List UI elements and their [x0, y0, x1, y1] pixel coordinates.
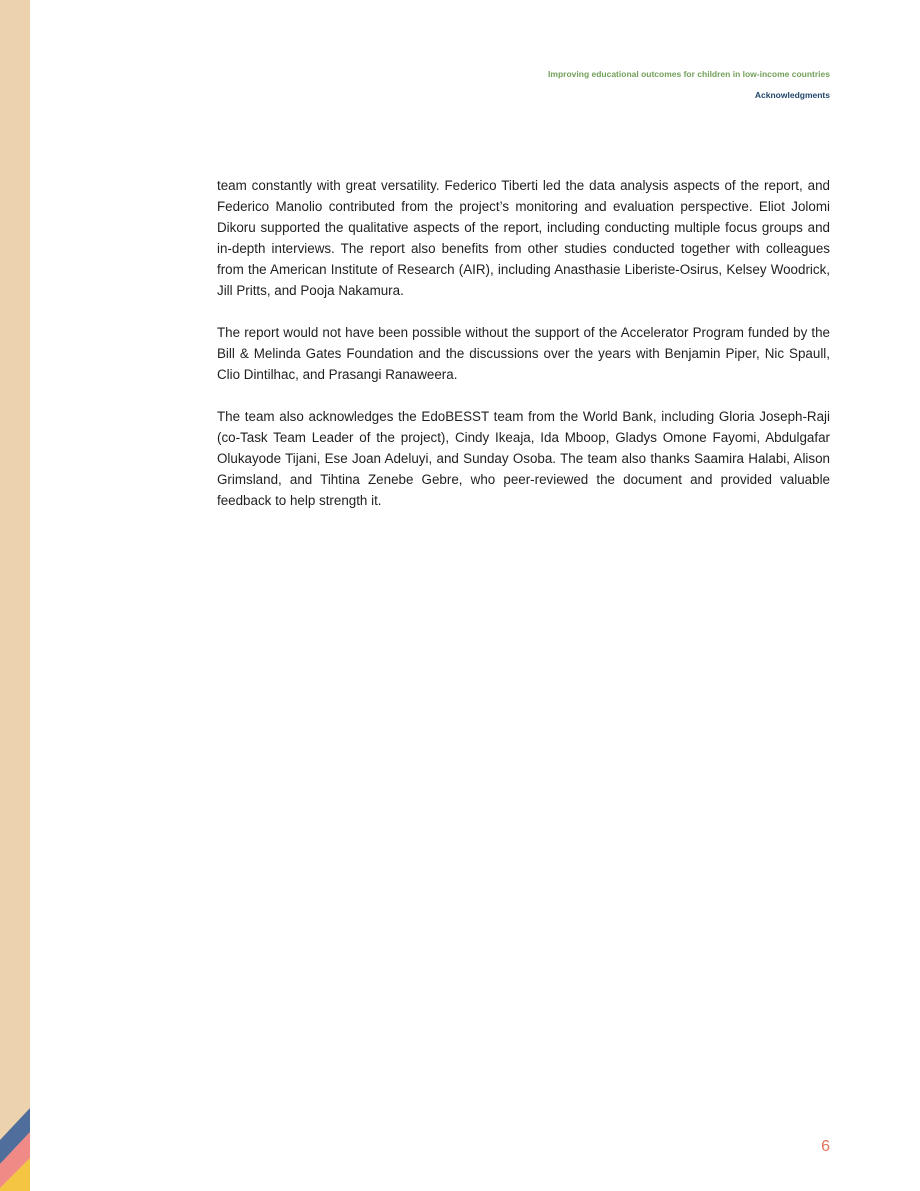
body-text [217, 175, 830, 532]
page-number: 6 [821, 1138, 830, 1155]
report-title: Improving educational outcomes for children in low-income countries [548, 69, 830, 79]
paragraph: The team also acknowledges the EdoBESST team from the World Bank, including Gloria Joseph-Raji (co-Task Team Leader of the project), Cindy Ikeaja, Ida Mboop, Gladys Omone Fayomi, Abdulgafar Olukayode Tijani, Ese Joan Adeluyi, and Sunday Osoba. The team also thanks Saamira Halabi, Alison Grimsland, and Tihtina Zenebe Gebre, who peer-reviewed the document and provided valuable feedback to help strength it. [217, 409, 830, 508]
decorative-side-band [0, 0, 30, 1191]
decorative-corner-stripes [0, 1100, 30, 1191]
paragraph: The report would not have been possible without the support of the Accelerator Program funded by the Bill & Melinda Gates Foundation and the discussions over the years with Benjamin Piper, Nic Spaull, Clio Dintilhac, and Prasangi Ranaweera. [217, 325, 830, 382]
running-header [548, 69, 830, 101]
paragraph: team constantly with great versatility. Federico Tiberti led the data analysis aspects of the report, and Federico Manolio contributed from the project’s monitoring and evaluation perspective. Eliot Jolomi Dikoru supported the qualitative aspects of the report, including conducting multiple focus groups and in-depth interviews. The report also benefits from other studies conducted together with colleagues from the American Institute of Research (AIR), including Anasthasie Liberiste-Osirus, Kelsey Woodrick, Jill Pritts, and Pooja Nakamura. [217, 178, 830, 298]
section-title: Acknowledgments [754, 90, 830, 100]
